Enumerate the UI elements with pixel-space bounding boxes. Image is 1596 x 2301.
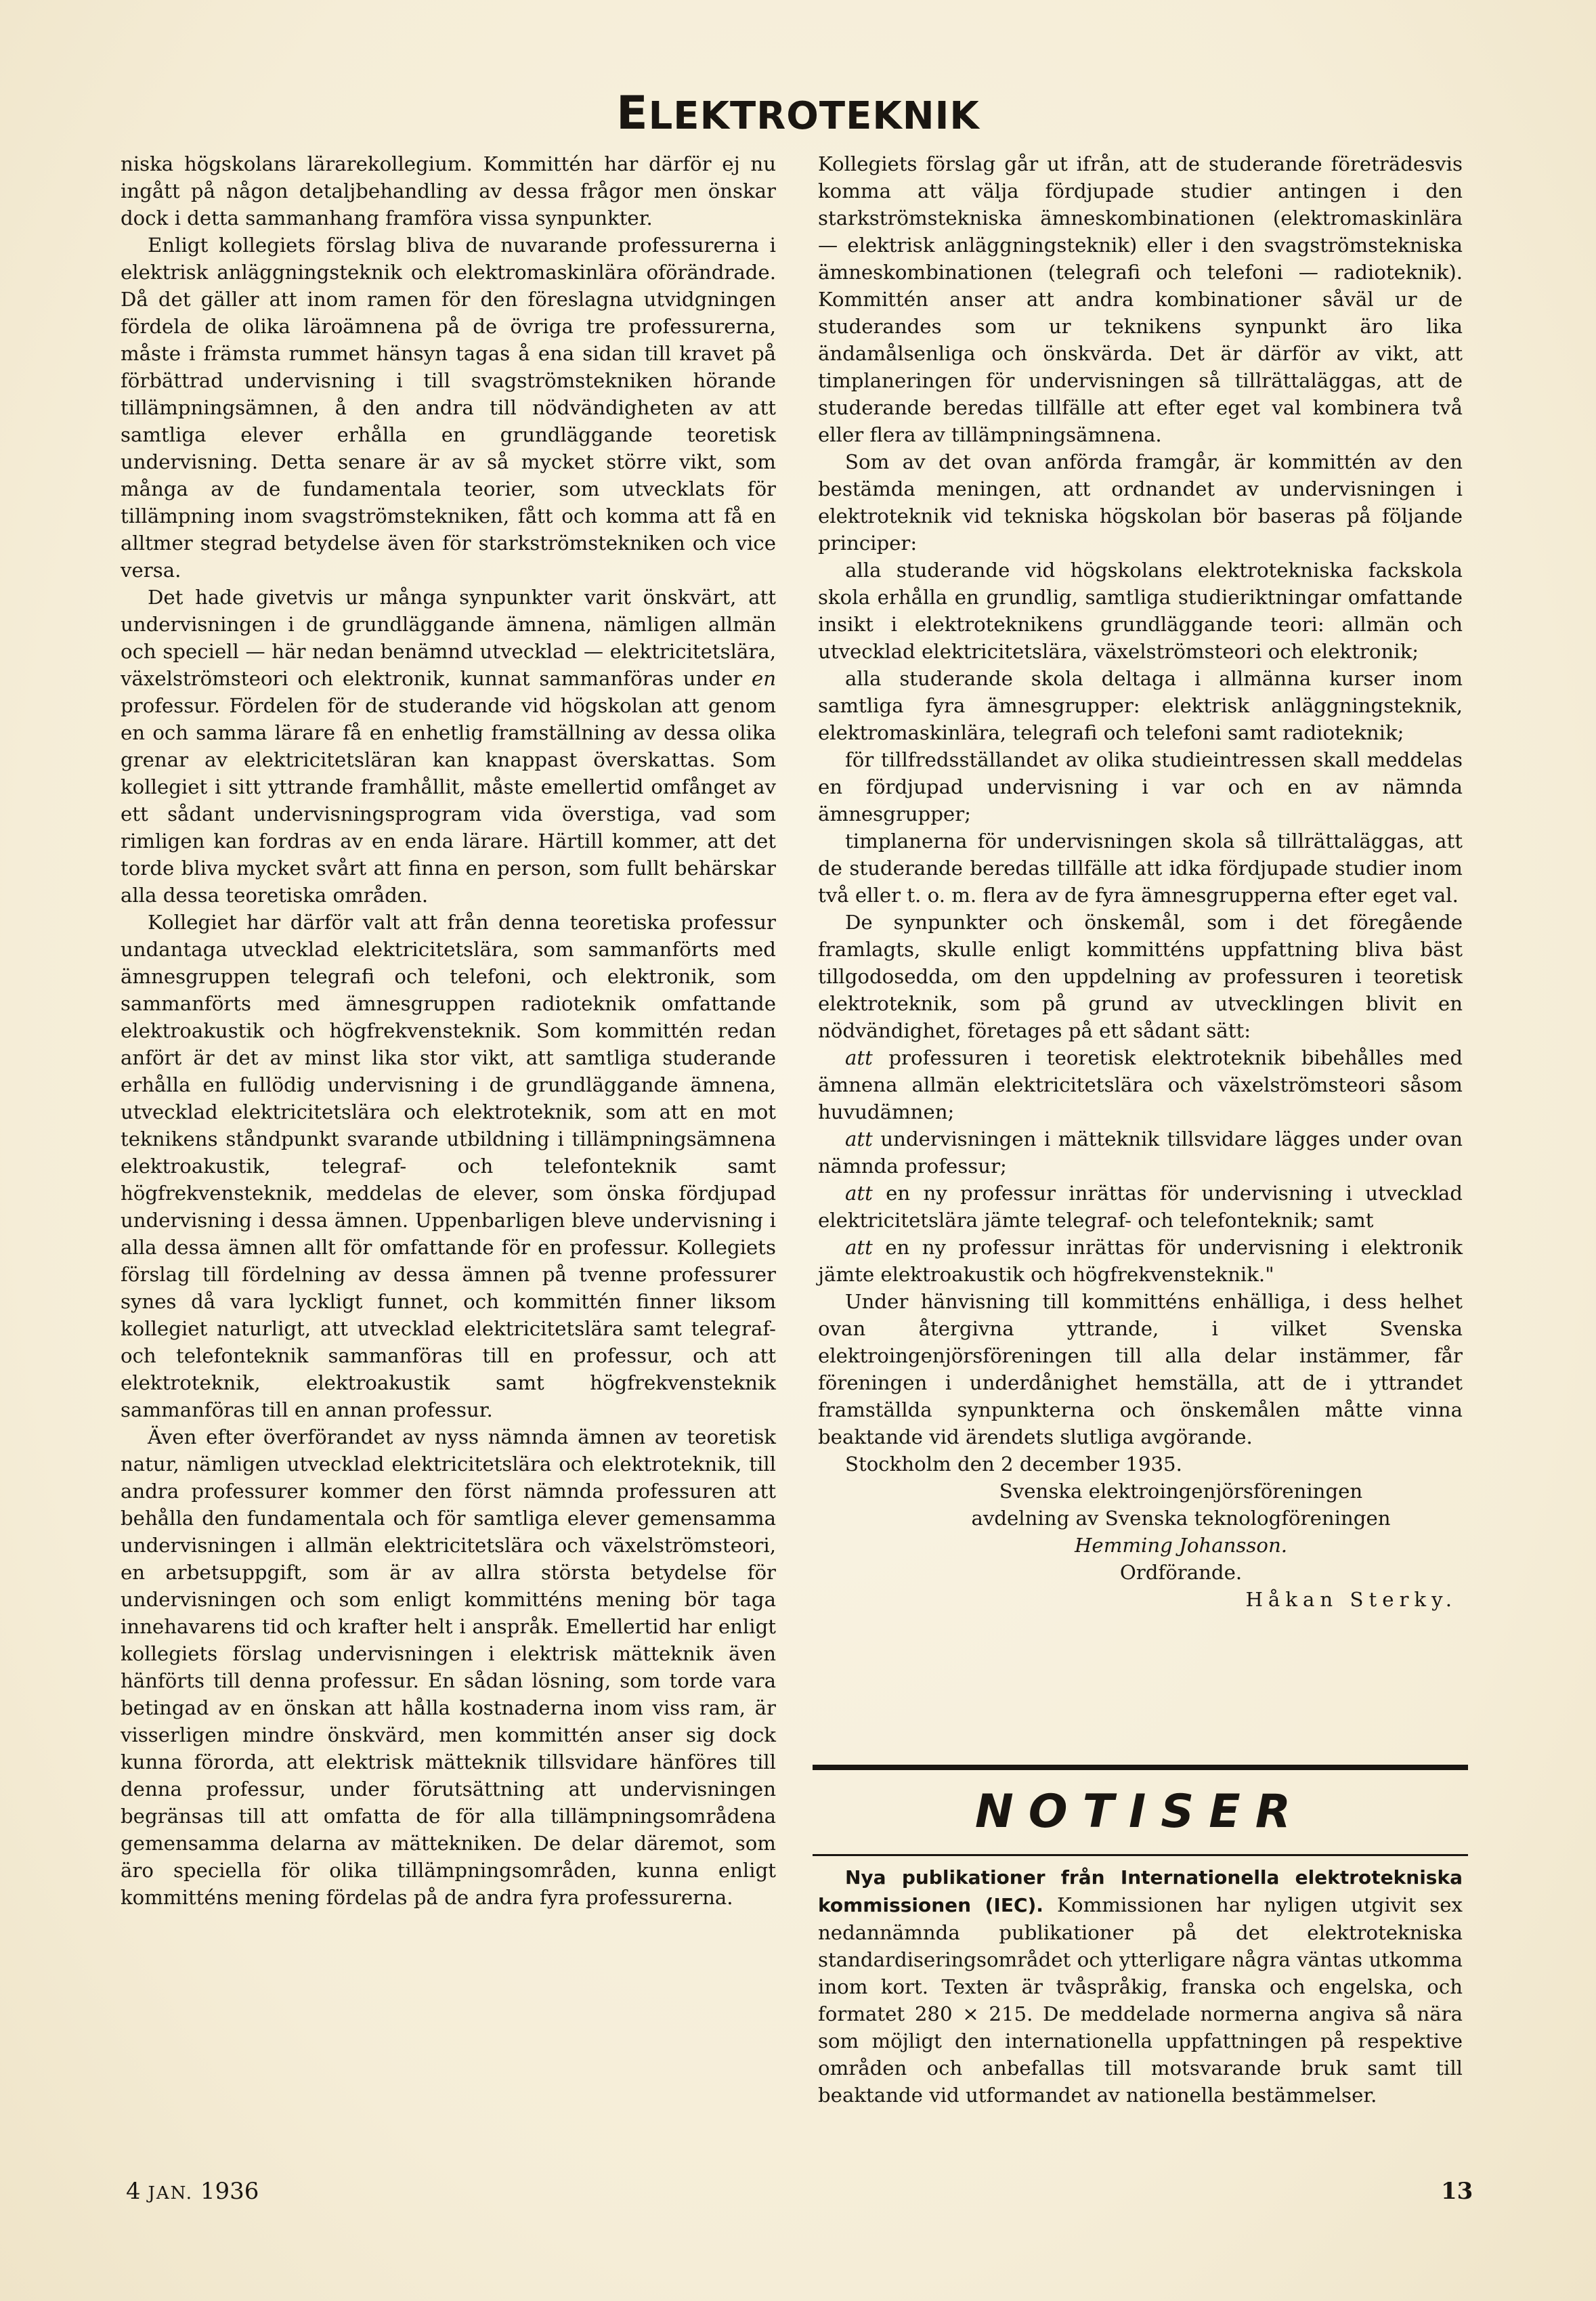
proposal-2-text: undervisningen i mätteknik tillsvidare lägges under ovan nämnda professur; [818,1127,1463,1178]
right-paragraph-4: Under hänvisning till kommitténs enhälliga, i dess helhet ovan återgivna yttrande, i vilket Svenska elektroingenjörsföreningen till alla delar instämmer, får föreningen i underdånighet hemställa, att de i yttrandet framställda synpunkterna och önskemålen måtte vinna beaktande vid ärendets slutliga avgörande. [818,1290,1463,1448]
left-paragraph-4: Kollegiet har därför valt att från denna teoretiska professur undantaga utvecklad elektricitetslära, som sammanförts med ämnesgruppen telegrafi och telefoni, och elektronik, som sammanförts med ämnesgruppen radioteknik omfattande elektroakustik och högfrekvensteknik. Som kommittén redan anfört är det av minst lika stor vikt, att samtliga studerande erhålla en fullödig undervisning i de grundläggande ämnena, utvecklad elektricitetslära och elektroteknik, som att en mot teknikens ståndpunkt svarande utbildning i tillämpningsämnena elektroakustik, telegraf- och telefonteknik samt högfrekvensteknik, meddelas de elever, som önska fördjupad undervisning i dessa ämnen. Uppenbarligen bleve undervisning i alla dessa ämnen allt för omfattande för en professur. Kollegiets förslag till fördelning av dessa ämnen på tvenne professurer synes då vara lyckligt funnet, och kommittén finner liksom kollegiet naturligt, att utvecklad elektricitetslära samt telegraf- och telefonteknik sammanföras till en professur, och att elektroteknik, elektroakustik samt högfrekvensteknik sammanföras till en annan professur. [121,911,776,1421]
signature-chair-role: Ordförande. [1119,1561,1243,1584]
proposal-1-text: professuren i teoretisk elektroteknik bibehålles med ämnena allmän elektricitetslära och växelströmsteori såsom huvudämnen; [818,1046,1463,1123]
proposal-3-text: en ny professur inrättas för undervisning i utvecklad elektricitetslära jämte telegraf- och telefonteknik; samt [818,1182,1463,1232]
notiser-bottom-rule [813,1854,1468,1856]
signature-secretary: Håkan Sterky. [1245,1588,1457,1611]
signature-chair-name: Hemming Johansson. [1074,1534,1288,1557]
left-paragraph-3 [121,584,776,909]
footer-date-day: 4 [126,2178,141,2205]
signature-date: Stockholm den 2 december 1935. [845,1453,1182,1476]
footer-date-year: 1936 [200,2178,259,2205]
notiser-item-title: Nya publikationer från Internationella elektrotekniska kommissionen (IEC). [818,1866,1463,1916]
proposal-2-att: att [845,1127,873,1150]
notiser-top-rule [813,1765,1468,1770]
right-column [818,150,1463,1613]
right-paragraph-3: De synpunkter och önskemål, som i det föregående framlagts, skulle enligt kommitténs uppfattning bliva bäst tillgodosedda, om den uppdelning av professuren i teoretisk elektroteknik, som på grund av utvecklingen blivit en nödvändighet, företages på ett sådant sätt: [818,911,1463,1042]
left-paragraph-5: Även efter överförandet av nyss nämnda ämnen av teoretisk natur, nämligen utvecklad elektricitetslära och elektroteknik, till andra professurer kommer den först nämnda professuren att behålla den fundamentala och för samtliga elever gemensamma undervisningen i allmän elektricitetslära och växelströmsteori, en arbetsuppgift, som är av allra största betydelse för undervisningen och som enligt kommitténs mening bör taga innehavarens tid och krafter helt i anspråk. Emellertid har enligt kollegiets förslag undervisningen i elektrisk mätteknik även hänförts till denna professur. En sådan lösning, som torde vara betingad av en önskan att hålla kostnaderna inom viss ram, är visserligen mindre önskvärd, men kommittén anser sig dock kunna förorda, att elektrisk mätteknik tillsvidare hänföres till denna professur, under förutsättning att undervisningen begränsas till att omfatta de för alla tillämpningsområdena gemensamma delarna av mättekniken. De delar däremot, som äro speciella för olika tillämpningsområden, kunna enligt kommitténs mening fördelas på de andra fyra professurerna. [121,1425,776,1909]
notiser-item-text: Kommissionen har nyligen utgivit sex nedannämnda publikationer på det elektrotekniska standardiseringsområdet och ytterligare några väntas utkomma inom kort. Texten är tvåspråkig, franska och engelska, och formatet 280 × 215. De meddelade normerna angiva så nära som möjligt den internationella uppfattningen på respektive områden och anbefallas till motsvarande bruk samt till beaktande vid utformandet av nationella bestämmelser. [818,1893,1463,2107]
header-title-initial: E [616,87,649,140]
notiser-paragraph [818,1864,1463,2109]
proposal-4-text: en ny professur inrättas för undervisning i elektronik jämte elektroakustik och högfrekvensteknik." [818,1236,1463,1286]
proposal-1-att: att [845,1046,873,1069]
right-paragraph-1: Kollegiets förslag går ut ifrån, att de studerande företrädesvis komma att välja fördjupade studier antingen i den starkströmstekniska ämneskombinationen (elektromaskinlära — elektrisk anläggningsteknik) eller i den svagströmstekniska ämneskombinationen (telegrafi och telefoni — radioteknik). Kommittén anser att andra kombinationer såväl ur de studerandes som ur teknikens synpunkt äro lika ändamålsenliga och önskvärda. Det är därför av vikt, att timplaneringen för undervisningen så tillrättaläggas, att de studerande beredas tillfälle att efter eget val kombinera två eller flera av tillämpningsämnena. [818,152,1463,446]
signature-block [818,1450,1463,1613]
footer-date [126,2178,259,2205]
left-column [121,150,776,1911]
signature-org-2: avdelning av Svenska teknologföreningen [971,1507,1391,1530]
right-proposal-3 [818,1180,1463,1234]
right-proposal-4 [818,1234,1463,1288]
page-number: 13 [1441,2178,1473,2205]
footer-date-month: JAN. [148,2183,194,2203]
right-paragraph-2: Som av det ovan anförda framgår, är kommittén av den bestämda meningen, att ordnandet av undervisningen i elektroteknik vid tekniska högskolan bör baseras på följande principer: [818,450,1463,555]
right-principle-1: alla studerande vid högskolans elektrotekniska fackskola skola erhålla en grundlig, samtliga studieriktningar omfattande insikt i elektroteknikens grundläggande teori: allmän och utvecklad elektricitetslära, växelströmsteori och elektronik; [818,559,1463,663]
signature-org-1: Svenska elektroingenjörsföreningen [999,1480,1363,1503]
left-paragraph-3-emphasis: en [751,667,776,690]
right-proposal-1 [818,1044,1463,1125]
proposal-3-att: att [845,1182,873,1205]
left-paragraph-1: niska högskolans lärarekollegium. Kommittén har därför ej nu ingått på någon detaljbehandling av dessa frågor men önskar dock i detta sammanhang framföra vissa synpunkter. [121,152,776,230]
proposal-4-att: att [845,1236,873,1259]
right-principle-3: för tillfredsställandet av olika studieintressen skall meddelas en fördjupad undervisning i var och en av nämnda ämnesgrupper; [818,748,1463,825]
notiser-item [818,1864,1463,2109]
left-paragraph-2: Enligt kollegiets förslag bliva de nuvarande professurerna i elektrisk anläggningsteknik och elektromaskinlära oförändrade. Då det gäller att inom ramen för den föreslagna utvidgningen fördela de olika läroämnena på de övriga tre professurerna, måste i främsta rummet hänsyn tagas å ena sidan till kravet på förbättrad undervisning i till svagströmstekniken hörande tillämpningsämnen, å den andra till nödvändigheten av att samtliga elever erhålla en grundläggande teoretisk undervisning. Detta senare är av så mycket större vikt, som många av de fundamentala teorier, som utvecklats för tillämpning inom svagströmstekniken, fått och komma att få en alltmer stegrad betydelse även för starkströmstekniken och vice versa. [121,234,776,582]
page-header [0,87,1596,140]
right-principle-4: timplanerna för undervisningen skola så tillrättaläggas, att de studerande beredas tillfälle att idka fördjupade studier inom två eller t. o. m. flera av de fyra ämnesgrupperna efter eget val. [818,830,1463,907]
left-paragraph-3-after: professur. Fördelen för de studerande vid högskolan att genom en och samma lärare få en enhetlig framställning av dessa olika grenar av elektricitetsläran kan knappast överskattas. Som kollegiet i sitt yttrande framhållit, måste emellertid omfånget av ett sådant undervisningsprogram vida överstiga, vad som rimligen kan fordras av en enda lärare. Härtill kommer, att det torde bliva mycket svårt att finna en person, som fullt behärskar alla dessa teoretiska områden. [121,694,776,907]
right-principle-2: alla studerande skola deltaga i allmänna kurser inom samtliga fyra ämnesgrupper: elektrisk anläggningsteknik, elektromaskinlära, telegrafi och telefoni samt radioteknik; [818,667,1463,744]
right-proposal-2 [818,1125,1463,1180]
left-paragraph-3-before: Det hade givetvis ur många synpunkter varit önskvärt, att undervisningen i de grundläggande ämnena, nämligen allmän och speciell — här nedan benämnd utvecklad — elektricitetslära, växelströmsteori och elektronik, kunnat sammanföras under [121,586,776,690]
header-title-rest: LEKTROTEKNIK [648,94,980,138]
notiser-heading: NOTISER [974,1785,1306,1838]
